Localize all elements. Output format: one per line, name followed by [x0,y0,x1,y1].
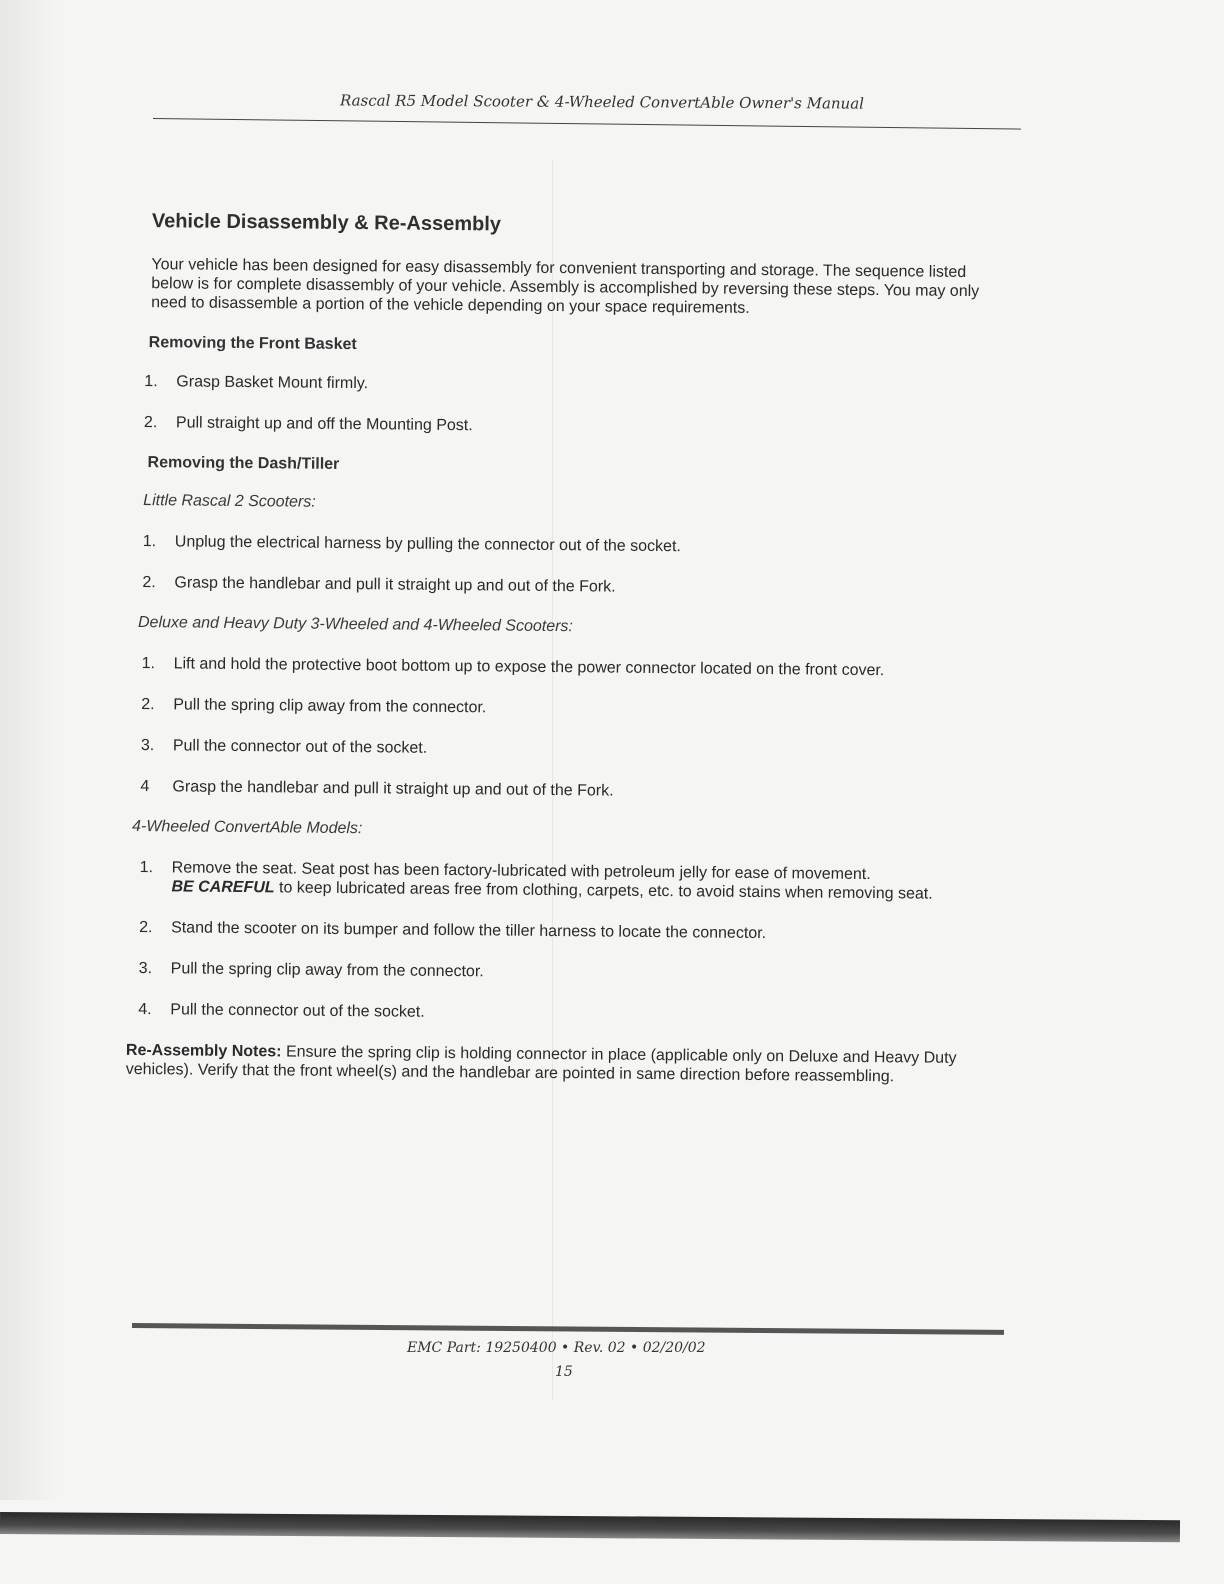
step-text-part: Remove the seat. Seat post has been factory-lubricated with petroleum jelly for ease of movement. [171,859,871,884]
step-text: Pull the spring clip away from the connector. [173,696,487,717]
scan-edge-bar [0,1512,1180,1542]
step-text: Lift and hold the protective boot bottom up to expose the power connector located on the front cover. [173,655,885,680]
front-basket-steps [138,372,1009,440]
page-title: Vehicle Disassembly & Re-Assembly [151,210,502,236]
step-number: 1. [141,655,156,673]
page-content [125,210,1010,1087]
step-text: Grasp the handlebar and pull it straight up and out of the Fork. [174,574,616,596]
deluxe-label: Deluxe and Heavy Duty 3-Wheeled and 4-Wheeled Scooters: [137,614,574,636]
step-number: 3. [140,737,155,755]
step-text: Pull the spring clip away from the connector. [170,960,484,981]
convertable-label: 4-Wheeled ConvertAble Models: [132,817,363,838]
step-text: Pull the connector out of the socket. [172,737,428,757]
step-number: 4. [138,1001,152,1019]
list-item [138,372,1008,399]
caution-emphasis: BE CAREFUL [171,878,275,897]
step-text: Pull the connector out of the socket. [170,1001,425,1021]
step-text: Pull straight up and off the Mounting Post. [175,414,473,435]
header-divider [153,118,1021,130]
little-rascal-steps [136,532,1007,600]
list-item [132,1000,1002,1027]
front-basket-heading: Removing the Front Basket [148,334,357,354]
page-number: 15 [555,1364,573,1380]
scan-shadow [0,0,60,1500]
list-item [135,736,1005,763]
step-text: Unplug the electrical harness by pulling the connector out of the socket. [174,533,681,556]
step-text: Grasp the handlebar and pull it straight up and out of the Fork. [172,778,614,800]
step-number: 1. [144,373,158,391]
list-item [136,573,1006,600]
reassembly-notes [126,1041,996,1087]
step-number: 2. [141,696,155,714]
step-number: 1. [142,533,157,551]
list-item [135,695,1005,722]
dash-tiller-heading: Removing the Dash/Tiller [147,454,340,473]
step-number: 3. [138,960,153,978]
little-rascal-label: Little Rascal 2 Scooters: [143,492,316,511]
notes-label: Re-Assembly Notes: [125,1041,282,1061]
running-header: Rascal R5 Model Scooter & 4-Wheeled ConvertAble Owner's Manual [339,91,865,113]
step-number: 2. [139,919,153,937]
step-text: Stand the scooter on its bumper and follow the tiller harness to locate the connector. [171,919,767,943]
convertable-steps [132,858,1004,1027]
list-item [138,413,1008,440]
step-number: 1. [139,859,154,877]
list-item [134,777,1004,804]
footer-divider [132,1323,1004,1335]
step-number: 2. [142,574,156,592]
step-text: Grasp Basket Mount firmly. [176,373,369,393]
list-item [136,654,1006,681]
step-number: 2. [143,414,158,432]
list-item [133,959,1003,986]
list-item [133,858,1003,904]
step-text [171,858,1003,904]
list-item [137,532,1007,559]
step-number: 4 [140,778,150,796]
intro-paragraph: Your vehicle has been designed for easy disassembly for convenient transporting and storage. The sequence listed below is for complete disassembly of your vehicle. Assembly is accomplished by reversing these steps. You may only need to disassemble a portion of the vehicle depending on your space requirements. [151,256,980,317]
deluxe-steps [134,654,1005,804]
list-item [133,918,1003,945]
step-text-part: to keep lubricated areas free from clothing, carpets, etc. to avoid stains when removing seat. [278,879,933,903]
part-number: EMC Part: 19250400 • Rev. 02 • 02/20/02 [407,1340,706,1356]
notes-text: Ensure the spring clip is holding connector in place (applicable only on Deluxe and Heavy Duty vehicles). Verify that the front wheel(s) and the handlebar are pointed in same direction before reassembling. [125,1043,957,1086]
